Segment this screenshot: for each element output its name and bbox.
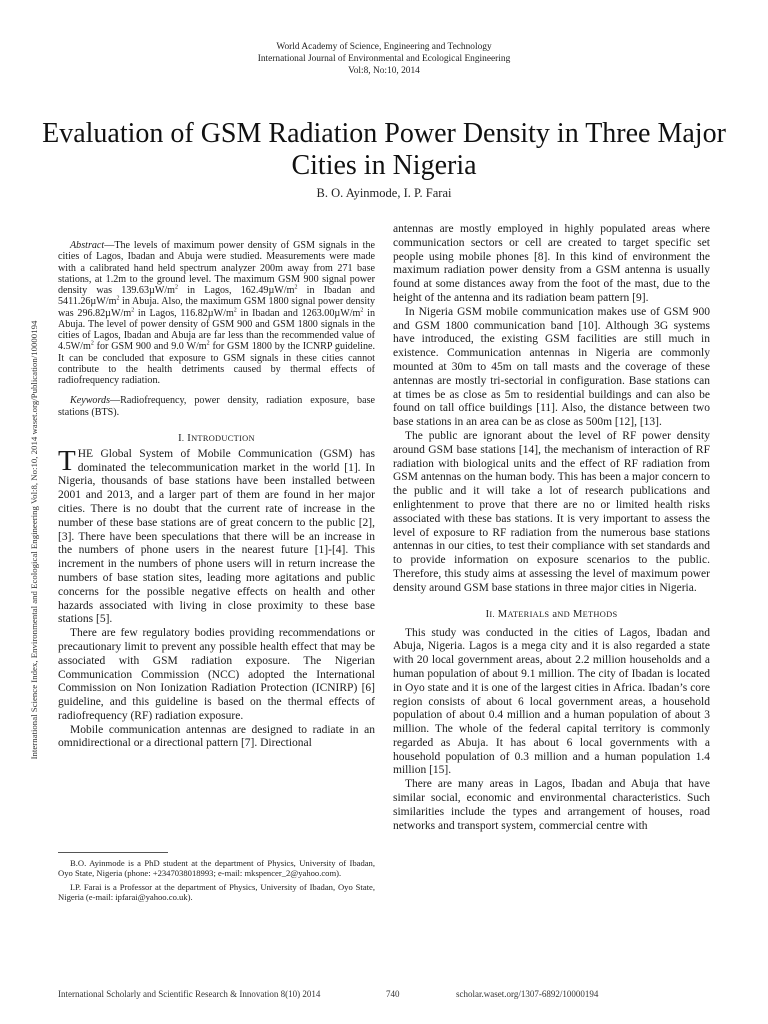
intro-paragraph-1 bbox=[58, 444, 375, 627]
intro-paragraph-3: Mobile communication antennas are designed to radiate in an omnidirectional or a directional pattern [7]. Directional bbox=[58, 723, 375, 750]
page-number: 740 bbox=[386, 989, 400, 999]
abstract-text-9: for GSM 1800 by the ICNRP guideline. It can be concluded that exposure to GSM signals in these cities cannot contribute to the health detriments caused by thermal effects of radiofrequency radiation. bbox=[58, 341, 375, 386]
abstract bbox=[58, 240, 375, 386]
abstract-dash: — bbox=[104, 240, 115, 251]
superscript: 2 bbox=[90, 340, 94, 347]
abstract-text-4: in Abuja. Also, the maximum GSM 1800 signal power density was 296.82µW/m bbox=[58, 296, 375, 319]
superscript: 2 bbox=[116, 295, 120, 302]
abstract-label: Abstract bbox=[70, 240, 105, 251]
methods-paragraph-1: This study was conducted in the cities of Lagos, Ibadan and Abuja, Nigeria. Lagos is a mega city and it is also regarded a state with 20 local government areas, about 2.2 million households and a human population of about 9.1 million. The city of Ibadan is located in Oyo state and it is one of the largest cities in Africa. Ibadan’s core region consists of about 6 local government areas, a household population of about 0.4 million and a human population of about 3 million. The whole of the federal capital territory is commonly regarded as Abuja. It has about 6 local governments with a household population of 0.3 million and a human population 1.4 million [15]. bbox=[393, 626, 710, 777]
side-citation-text: International Science Index, Environmental and Ecological Engineering Vol:8, No:10, 2014 waset.org/Publication/10000194 bbox=[29, 320, 39, 760]
intro-paragraph-4: antennas are mostly employed in highly populated areas where communication sectors or cell are created to target specific set people using mobile phones [8]. In this kind of environment the maximum radiation power density from a GSM antenna is usually found at some distances away from the foot of the mast, due to the height of the antenna and its radiation beam pattern [9]. bbox=[393, 223, 710, 304]
intro-paragraph-2: There are few regulatory bodies providing recommendations or precautionary limit to prevent any possible health effect that may be associated with GSM radiation exposure. The Nigerian Communication Commission (NCC) adopted the International Commission on Non Ionization Radiation Protection (ICNIRP) [6] guideline, and this guideline is based on the thermal effects of radiofrequency (RF) radiation exposure. bbox=[58, 627, 375, 722]
drop-cap: T bbox=[58, 444, 76, 477]
paper-authors: B. O. Ayinmode, I. P. Farai bbox=[316, 186, 452, 200]
section-heading-introduction: I. INTRODUCTION bbox=[178, 432, 255, 444]
journal-header bbox=[0, 41, 768, 77]
superscript: 2 bbox=[233, 307, 237, 314]
footnote-author-1: B.O. Ayinmode is a PhD student at the department of Physics, University of Ibadan, Oyo State, Nigeria (phone: +2347038018993; e-mail: mkspencer_2@yahoo.com). bbox=[58, 858, 375, 879]
right-column bbox=[393, 223, 710, 833]
header-journal: International Journal of Environmental and Ecological Engineering bbox=[257, 54, 511, 64]
abstract-text-6: in Ibadan and 1263.00µW/m bbox=[236, 307, 361, 319]
section-heading-methods: II. MATERIALS aND METHODS bbox=[485, 608, 618, 620]
abstract-text-1: The levels of maximum power density of GSM signals in the cities of Lagos, Ibadan and Abuja were studied. Measurements were made with a calibrated hand held spectrum analyzer 200m away from 271 base stations, at 1.2m to the ground level. The maximum GSM 900 signal power density was 139.63µW/m bbox=[58, 240, 375, 296]
superscript: 2 bbox=[206, 340, 210, 347]
keywords-text: Radiofrequency, power density, radiation exposure, base stations (BTS). bbox=[58, 395, 375, 418]
abstract-text-3: in Ibadan and 5411.26µW/m bbox=[58, 285, 375, 308]
intro-paragraph-1-text: HE Global System of Mobile Communication (GSM) has dominated the telecommunication market in the world [1]. In Nigeria, thousands of base stations have been installed between 2001 and 2013, and a larger part of them are found in her major cities. There is no doubt that the current rate of increase in the number of these base stations are of great concern to the public [2], [3]. There have been speculations that there will be an increase in the numbers of phone users in the nearest future [1]-[4]. This increment in the numbers of phone users will in return increase the numbers of base station sites, leading more agitations and public concerns for the possible negative effects on health and other hazards associated with living in close proximity to these base stations [5]. bbox=[58, 447, 375, 626]
footnote-author-2: I.P. Farai is a Professor at the department of Physics, University of Ibadan, Oyo State, Nigeria (e-mail: ipfarai@yahoo.co.uk). bbox=[58, 881, 375, 903]
abstract-text-8: for GSM 900 and 9.0 W/m bbox=[93, 341, 207, 353]
superscript: 2 bbox=[360, 307, 364, 314]
left-column bbox=[58, 240, 375, 751]
abstract-text-5: in Lagos, 116.82µW/m bbox=[134, 307, 234, 319]
superscript: 2 bbox=[294, 284, 298, 291]
footnotes bbox=[58, 858, 375, 906]
superscript: 2 bbox=[175, 284, 179, 291]
intro-paragraph-6: The public are ignorant about the level of RF power density around GSM base stations [14], the mechanism of interaction of RF radiation with biological units and the effect of RF radiation from GSM antennas on the human body. This has been a major concern to the public and it will take a lot of research publications and enlightenment to prove that there are no or limited health risks associated with these bas stations. It is very important to assess the level of exposure to RF radiation from the numerous base stations antennas in our cities, to test their compliance with set standards and to provide information on exposure scenarios to the public. Therefore, this study aims at assessing the level of maximum power density around GSM base stations in three major cities in Nigeria. bbox=[393, 429, 710, 594]
side-citation bbox=[27, 290, 41, 790]
superscript: 2 bbox=[131, 307, 135, 314]
keywords-label: Keywords bbox=[70, 395, 111, 407]
methods-paragraph-2: There are many areas in Lagos, Ibadan and Abuja that have similar social, economic and environmental characteristics. Such similarities include the types and arrangement of houses, road networks and transport system, commercial centre with bbox=[393, 778, 710, 832]
abstract-text-2: in Lagos, 162.49µW/m bbox=[178, 285, 295, 296]
header-volume: Vol:8, No:10, 2014 bbox=[348, 66, 420, 76]
paper-title: Evaluation of GSM Radiation Power Density in Three Major Cities in Nigeria bbox=[42, 118, 726, 181]
keywords-dash: — bbox=[110, 395, 121, 407]
footer-publisher: International Scholarly and Scientific Research & Innovation 8(10) 2014 bbox=[58, 989, 321, 999]
footer-url: scholar.waset.org/1307-6892/10000194 bbox=[456, 989, 599, 999]
intro-paragraph-5: In Nigeria GSM mobile communication makes use of GSM 900 and GSM 1800 communication band [10]. Although 3G systems have introduced, the existing GSM facilities are still much in existence. Communication antennas in Nigeria are commonly mounted at 30m to 45m on tall masts and the coverage of these antennas are mostly tri-sectorial in configuration. Base stations can at times be as close as 5m to residential buildings and can also be found on tall office buildings [11]. Also, the distance between two base stations in an area can be as close as 500m [12], [13]. bbox=[393, 305, 710, 429]
abstract-text-7: in Abuja. The level of power density of GSM 900 and GSM 1800 signals in the cities of Lagos, Ibadan and Abuja are far less than the recommended value of 4.5W/m bbox=[58, 307, 375, 353]
header-publisher: World Academy of Science, Engineering and Technology bbox=[276, 42, 492, 52]
footnote-divider bbox=[58, 852, 168, 853]
keywords bbox=[58, 395, 375, 418]
